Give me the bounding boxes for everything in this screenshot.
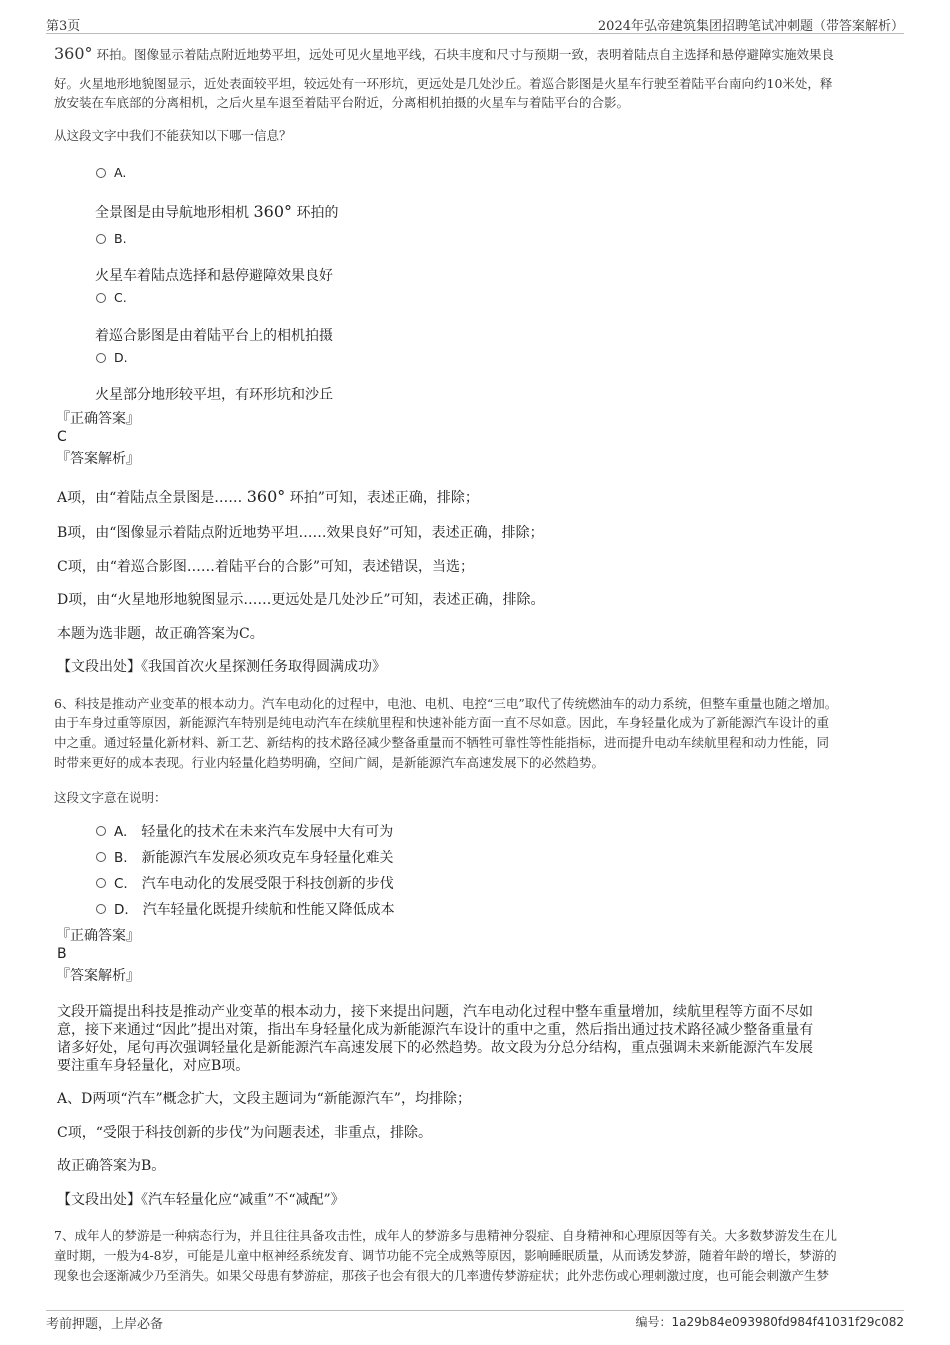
q6-analysis-line-4: 要注重车身轻量化，对应B项。	[57, 1058, 250, 1074]
radio-icon[interactable]	[96, 826, 106, 836]
q5-option-a[interactable]: A.	[96, 164, 126, 182]
q5-analysis-d: D项，由“火星地形地貌图显示……更远处是几处沙丘”可知，表述正确，排除。	[57, 592, 545, 608]
q5-answer: C	[57, 429, 67, 445]
q6-passage-line-4: 时带来更好的成本表现。行业内轻量化趋势明确，空间广阔，是新能源汽车高速发展下的必然趋势。	[54, 755, 605, 770]
q5-passage-line-2: 好。火星地形地貌图显示，近处表面较平坦，较远处有一环形坑，更远处是几处沙丘。着巡合影图是火星车行驶至着陆平台南向约10米处，释	[54, 76, 833, 91]
radio-icon[interactable]	[96, 904, 106, 914]
header-divider	[46, 33, 904, 34]
q6-option-a[interactable]: A. 轻量化的技术在未来汽车发展中大有可为	[96, 822, 393, 842]
q6-passage-line-3: 中之重。通过轻量化新材料、新工艺、新结构的技术路径减少整备重量而不牺牲可靠性等性能指标，进而提升电动车续航里程和动力性能，同	[54, 735, 830, 750]
q5-option-d[interactable]: D.	[96, 349, 128, 367]
q5-passage-degree: 360°	[54, 44, 93, 63]
footer-divider	[46, 1310, 904, 1311]
q6-analysis-line-3: 诸多好处，尾句再次强调轻量化是新能源汽车高速发展下的必然趋势。故文段为分总分结构，重点强调未来新能源汽车发展	[57, 1040, 813, 1056]
page-number: 第3页	[46, 19, 81, 34]
q6-answer: B	[57, 946, 67, 962]
q5-option-b[interactable]: B.	[96, 230, 127, 248]
q7-passage-line-3: 现象也会逐渐减少乃至消失。如果父母患有梦游症，那孩子也会有很大的几率遗传梦游症状；此外悲伤或心理刺激过度，也可能会刺激产生梦	[54, 1268, 830, 1283]
radio-icon[interactable]	[96, 852, 106, 862]
q6-passage-line-2: 由于车身过重等原因，新能源汽车特别是纯电动汽车在续航里程和快速补能方面一直不尽如意。因此，车身轻量化成为了新能源汽车设计的重	[54, 715, 830, 730]
q7-passage-line-2: 童时期，一般为4-8岁，可能是儿童中枢神经系统发育、调节功能不完全成熟等原因，影响睡眠质量，从而诱发梦游，随着年龄的增长，梦游的	[54, 1248, 837, 1263]
radio-icon[interactable]	[96, 878, 106, 888]
q5-conclusion: 本题为选非题，故正确答案为C。	[57, 626, 264, 642]
q6-option-d[interactable]: D. 汽车轻量化既提升续航和性能又降低成本	[96, 900, 395, 920]
q5-passage-line-3: 放安装在车底部的分离相机，之后火星车退至着陆平台附近，分离相机拍摄的火星车与着陆平台的合影。	[54, 95, 630, 110]
q5-option-b-text: 火星车着陆点选择和悬停避障效果良好	[95, 268, 333, 284]
q5-analysis-header: 『答案解析』	[56, 451, 140, 467]
q6-option-b[interactable]: B. 新能源汽车发展必须攻克车身轻量化难关	[96, 848, 394, 868]
q6-question: 这段文字意在说明：	[54, 790, 167, 805]
q5-question: 从这段文字中我们不能获知以下哪一信息？	[54, 128, 292, 143]
q6-option-c[interactable]: C. 汽车电动化的发展受限于科技创新的步伐	[96, 874, 394, 894]
q6-answer-header: 『正确答案』	[56, 928, 140, 944]
radio-icon[interactable]	[96, 353, 106, 363]
q6-conclusion: 故正确答案为B。	[57, 1158, 166, 1174]
q6-passage-line-1: 6、科技是推动产业变革的根本动力。汽车电动化的过程中，电池、电机、电控“三电”取代了传统燃油车的动力系统，但整车重量也随之增加。	[54, 696, 838, 711]
q7-passage-line-1: 7、成年人的梦游是一种病态行为，并且往往具备攻击性，成年人的梦游多与患精神分裂症、自身精神和心理原因等有关。大多数梦游发生在儿	[54, 1228, 837, 1243]
q5-option-c[interactable]: C.	[96, 289, 127, 307]
q5-answer-header: 『正确答案』	[56, 411, 140, 427]
q5-analysis-c: C项，由“着巡合影图……着陆平台的合影”可知，表述错误，当选；	[57, 559, 475, 575]
q6-analysis-header: 『答案解析』	[56, 968, 140, 984]
q6-analysis-line-1: 文段开篇提出科技是推动产业变革的根本动力，接下来提出问题，汽车电动化过程中整车重量增加，续航里程等方面不尽如	[57, 1004, 813, 1020]
footer-slogan: 考前押题，上岸必备	[46, 1317, 164, 1332]
q5-option-d-text: 火星部分地形较平坦，有环形坑和沙丘	[95, 387, 333, 403]
q6-analysis-c: C项，“受限于科技创新的步伐”为问题表述，非重点，排除。	[57, 1125, 433, 1141]
radio-icon[interactable]	[96, 168, 106, 178]
page-footer	[46, 1313, 904, 1332]
q5-source: 【文段出处】《我国首次火星探测任务取得圆满成功》	[57, 659, 386, 675]
footer-code: 编号：1a29b84e093980fd984f41031f29c082	[635, 1315, 904, 1329]
document-title: 2024年弘帝建筑集团招聘笔试冲刺题（带答案解析）	[597, 19, 904, 34]
q5-analysis-a: A项，由“着陆点全景图是…… 360° 环拍”可知，表述正确，排除；	[57, 487, 479, 506]
q5-option-c-text: 着巡合影图是由着陆平台上的相机拍摄	[95, 328, 333, 344]
q5-option-a-text: 全景图是由导航地形相机 360° 环拍的	[95, 202, 339, 221]
q5-passage-line-1: 360° 环拍。图像显示着陆点附近地势平坦，远处可见火星地平线，石块丰度和尺寸与预期一致，表明着陆点自主选择和悬停避障实施效果良	[54, 44, 835, 63]
q6-source: 【文段出处】《汽车轻量化应“减重”不“减配”》	[57, 1192, 345, 1208]
q6-analysis-ad: A、D两项“汽车”概念扩大，文段主题词为“新能源汽车”，均排除；	[57, 1091, 471, 1107]
radio-icon[interactable]	[96, 293, 106, 303]
radio-icon[interactable]	[96, 234, 106, 244]
page-header	[46, 13, 904, 33]
q6-analysis-line-2: 意，接下来通过“因此”提出对策，指出车身轻量化成为新能源汽车设计的重中之重，然后指出通过技术路径减少整备重量有	[57, 1022, 814, 1038]
q5-analysis-b: B项，由“图像显示着陆点附近地势平坦……效果良好”可知，表述正确，排除；	[57, 525, 544, 541]
